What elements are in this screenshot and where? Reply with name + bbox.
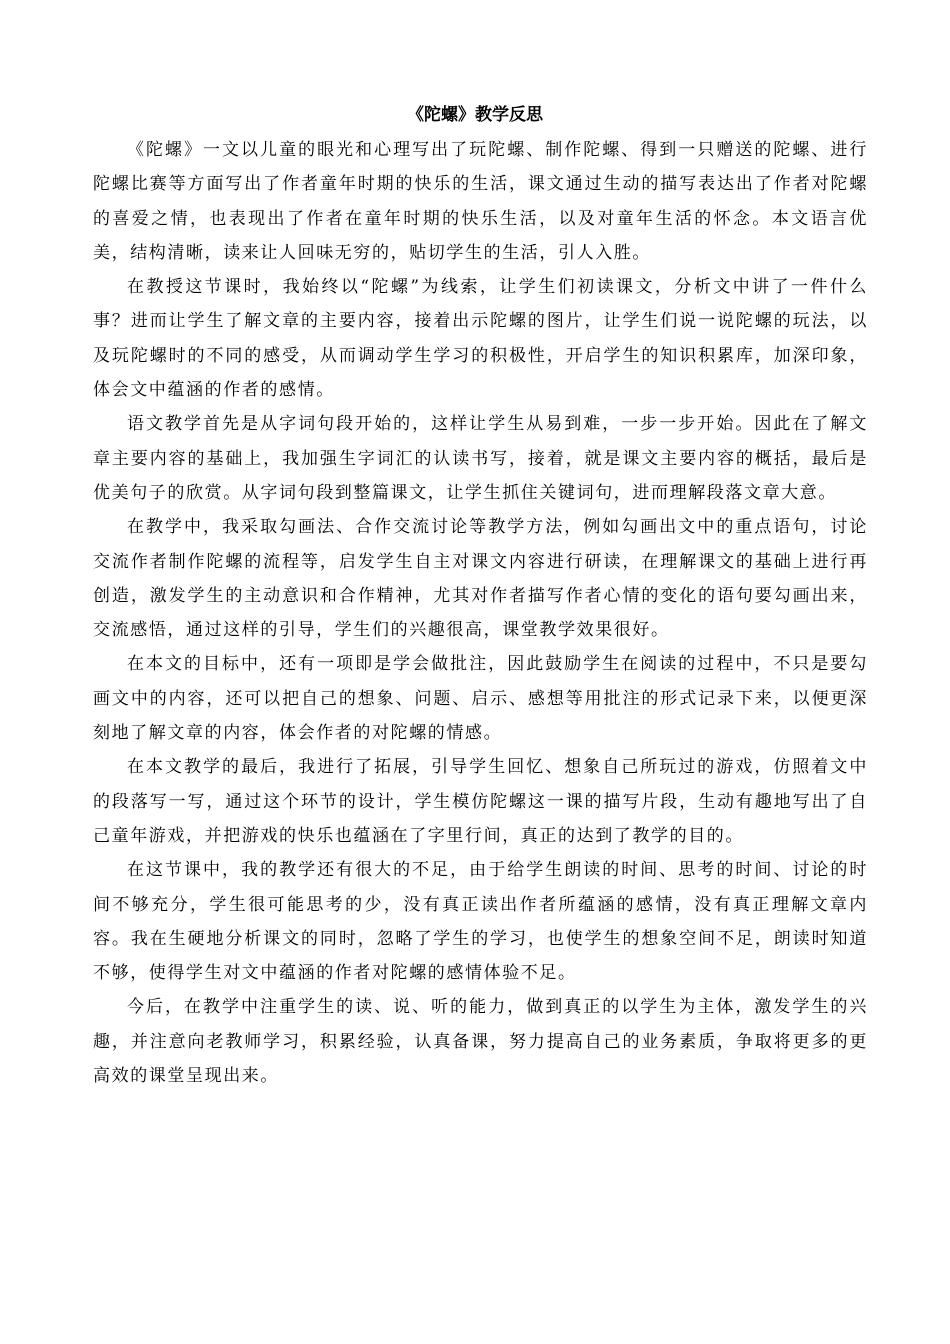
paragraph-8: 今后，在教学中注重学生的读、说、听的能力，做到真正的以学生为主体，激发学生的兴趣，并注意向老教师学习，积累经验，认真备课，努力提高自己的业务素质，争取将更多的更高效的课堂呈现出来。 bbox=[93, 997, 868, 1087]
paragraph-1: 《陀螺》一文以儿童的眼光和心理写出了玩陀螺、制作陀螺、得到一只赠送的陀螺、进行陀螺比赛等方面写出了作者童年时期的快乐的生活，课文通过生动的描写表达出了作者对陀螺的喜爱之情，也表现出了作者在童年时期的快乐生活，以及对童年生活的怀念。本文语言优美，结构清晰，读来让人回味无穷的，贴切学生的生活，引人入胜。 bbox=[93, 140, 868, 263]
paragraph-2: 在教授这节课时，我始终以“陀螺”为线索，让学生们初读课文，分析文中讲了一件什么事？进而让学生了解文章的主要内容，接着出示陀螺的图片，让学生们说一说陀螺的玩法，以及玩陀螺时的不同的感受，从而调动学生学习的积极性，开启学生的知识积累库，加深印象，体会文中蕴涵的作者的感情。 bbox=[93, 277, 868, 401]
document-body bbox=[93, 133, 868, 1093]
paragraph-6: 在本文教学的最后，我进行了拓展，引导学生回忆、想象自己所玩过的游戏，仿照着文中的段落写一写，通过这个环节的设计，学生模仿陀螺这一课的描写片段，生动有趣地写出了自己童年游戏，并把游戏的快乐也蕴涵在了字里行间，真正的达到了教学的目的。 bbox=[93, 757, 868, 846]
paragraph-7: 在这节课中，我的教学还有很大的不足，由于给学生朗读的时间、思考的时间、讨论的时间不够充分，学生很可能思考的少，没有真正读出作者所蕴涵的感情，没有真正理解文章内容。我在生硬地分析课文的同时，忽略了学生的学习，也使学生的想象空间不足，朗读时知道不够，使得学生对文中蕴涵的作者对陀螺的感情体验不足。 bbox=[93, 860, 868, 984]
paragraph-4: 在教学中，我采取勾画法、合作交流讨论等教学方法，例如勾画出文中的重点语句，讨论交流作者制作陀螺的流程等，启发学生自主对课文内容进行研读，在理解课文的基础上进行再创造，激发学生的主动意识和合作精神，尤其对作者描写作者心情的变化的语句要勾画出来，交流感悟，通过这样的引导，学生们的兴趣很高，课堂教学效果很好。 bbox=[93, 517, 868, 641]
paragraph-3: 语文教学首先是从字词句段开始的，这样让学生从易到难，一步一步开始。因此在了解文章主要内容的基础上，我加强生字词汇的认读书写，接着，就是课文主要内容的概括，最后是优美句子的欣赏。从字词句段到整篇课文，让学生抓住关键词句，进而理解段落文章大意。 bbox=[93, 414, 868, 503]
document-title: 《陀螺》教学反思 bbox=[407, 105, 543, 125]
paragraph-5: 在本文的目标中，还有一项即是学会做批注，因此鼓励学生在阅读的过程中，不只是要勾画文中的内容，还可以把自己的想象、问题、启示、感想等用批注的形式记录下来，以便更深刻地了解文章的内容，体会作者的对陀螺的情感。 bbox=[93, 654, 868, 744]
